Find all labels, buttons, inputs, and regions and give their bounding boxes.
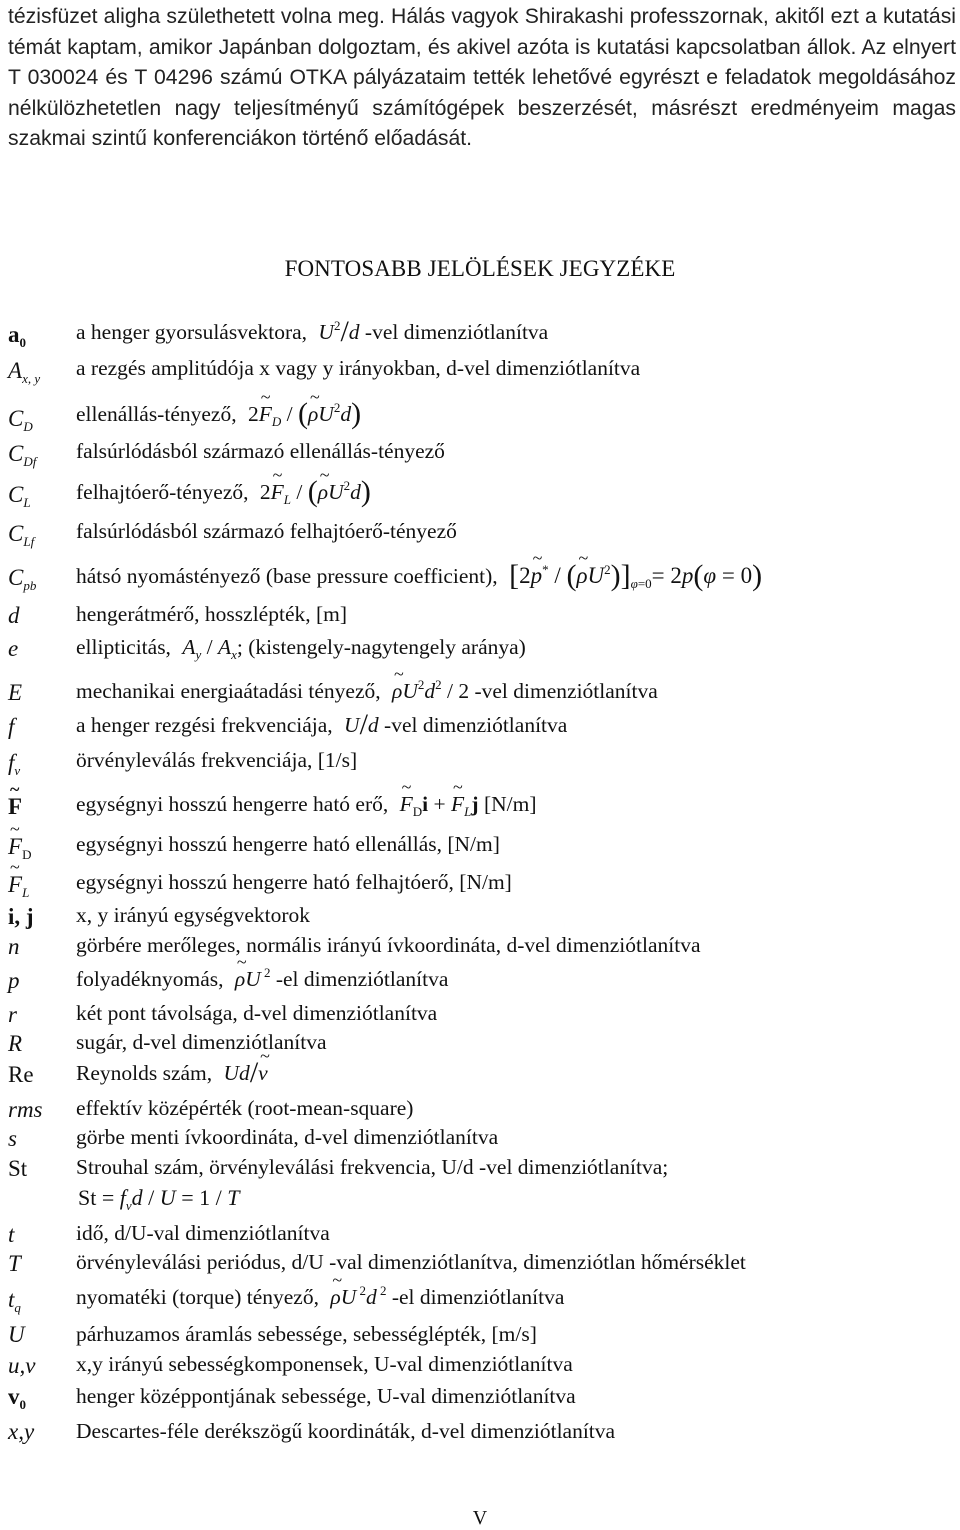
symbol-cdf: $C_{Df}$ [8, 441, 37, 469]
entry-p [76, 967, 448, 992]
symbol-cpb: $C_{pb}$ [8, 565, 37, 593]
entry-R-text: sugár, d-vel dimenziótlanítva [76, 1030, 327, 1054]
entry-a0-formula: $U^2/d$ [318, 315, 360, 348]
symbol-rms: rms [8, 1097, 43, 1122]
entry-s [76, 1125, 498, 1150]
symbol-FD: ~ $F_D$ [8, 834, 31, 860]
symbol-n: n [8, 934, 20, 959]
entry-cd-text: ellenállás-tényező, [76, 402, 237, 426]
symbol-t: t [8, 1222, 15, 1247]
entry-F-vector-formula: ~ $F_Di$ + ~ $F_Lj$ [400, 792, 479, 816]
entry-E [76, 679, 658, 704]
entry-F-vector-suffix: [N/m] [483, 792, 537, 816]
symbol-F-vector: ~ F [8, 794, 22, 820]
entry-v0 [76, 1384, 576, 1409]
entry-cd-formula: 2~ $F_D$ / (~ $\rho U^2d$) [248, 402, 361, 426]
entry-n-text: görbére merőleges, normális irányú ívkoordináta, d-vel dimenziótlanítva [76, 933, 701, 957]
entry-x-y [76, 1419, 615, 1444]
entry-Re-text: Reynolds szám, [76, 1061, 213, 1085]
symbol-r: r [8, 1002, 17, 1027]
entry-R [76, 1030, 327, 1055]
symbol-clf: $C_{Lf}$ [8, 521, 35, 549]
entry-Re [76, 1056, 268, 1089]
symbol-v0: $v_0$ [8, 1384, 26, 1412]
entry-cdf-text: falsúrlódásból származó ellenállás-tényező [76, 439, 445, 463]
entry-T [76, 1250, 746, 1275]
entry-p-text: folyadéknyomás, [76, 967, 224, 991]
symbol-u-v: u,v [8, 1353, 36, 1378]
entry-cdf [76, 439, 445, 464]
entry-F-vector-text: egységnyi hosszú hengerre ható erő, [76, 792, 389, 816]
entry-FD-text: egységnyi hosszú hengerre ható ellenállás, [N/m] [76, 832, 500, 856]
entry-tq-suffix: -el dimenziótlanítva [391, 1285, 565, 1309]
entry-Re-formula: Ud/~ ν [224, 1061, 268, 1085]
entry-r [76, 1001, 437, 1026]
symbol-St: St [8, 1156, 28, 1181]
entry-e-formula: $A_y / A_x$ [182, 635, 237, 662]
entry-clf-text: falsúrlódásból származó felhajtóerő-tényező [76, 519, 457, 543]
entry-St [76, 1155, 668, 1180]
entry-FL [76, 870, 512, 895]
symbol-ax-y: $A_{x, y}$ [8, 358, 41, 386]
symbol-e: e [8, 636, 19, 661]
entry-E-formula: ~ $\rho U^2d^2 / 2$ [392, 679, 469, 703]
entry-rms [76, 1096, 413, 1121]
entry-clf [76, 519, 457, 544]
entry-tq [76, 1285, 564, 1310]
symbol-cd: $C_D$ [8, 406, 33, 434]
entry-F-vector [76, 792, 537, 817]
symbol-a0: $a_0$ [8, 322, 26, 350]
entry-s-text: görbe menti ívkoordináta, d-vel dimenziótlanítva [76, 1125, 499, 1149]
symbol-tq: $t_q$ [8, 1287, 21, 1315]
symbol-Re: Re [8, 1062, 34, 1087]
symbol-E: E [8, 680, 23, 705]
section-title: FONTOSABB JELÖLÉSEK JEGYZÉKE [284, 256, 676, 281]
entry-cpb-text: hátsó nyomástényező (base pressure coefficient), [76, 564, 498, 588]
symbol-fv: $f_v$ [8, 750, 21, 778]
entry-U [76, 1322, 537, 1347]
entry-St-formula: $St = f_vd / U = 1 / T$ [78, 1185, 240, 1213]
entry-E-text: mechanikai energiaátadási tényező, [76, 679, 381, 703]
intro-paragraph: tézisfüzet aligha születhetett volna meg. Hálás vagyok Shirakashi professzornak, akitől ezt a kutatási témát kaptam, amikor Japánban dolgoztam, és akivel azóta is kutatási kapcsolatban állok. Az elnyert T 030024 és T 04296 számú OTKA pályázataim tették lehetővé egyrészt e feladatok megoldásához nélkülözhetetlen nagy teljesítményű számítógépek beszerzését, másrészt eredményeim magas szakmai szintű konferenciákon történő előadását. [8, 5, 956, 150]
entry-FL-text: egységnyi hosszú hengerre ható felhajtóerő, [N/m] [76, 870, 512, 894]
entry-E-suffix: -vel dimenziótlanítva [474, 679, 658, 703]
entry-e-suffix: ; (kistengely-nagytengely aránya) [236, 635, 526, 659]
symbol-p: p [8, 968, 20, 993]
symbol-cl: $C_L$ [8, 482, 31, 510]
entry-u-v [76, 1352, 573, 1377]
entry-f-formula: U/d [344, 708, 379, 741]
entry-t [76, 1221, 330, 1246]
symbol-d: d [8, 603, 20, 628]
entry-St-text: Strouhal szám, örvényleválási frekvencia, U/d -vel dimenziótlanítva; [76, 1155, 669, 1179]
entry-ax-y-text: a rezgés amplitúdója x vagy y irányokban, d-vel dimenziótlanítva [76, 356, 641, 380]
entry-FD [76, 832, 500, 857]
entry-n [76, 933, 701, 958]
entry-f-suffix: -vel dimenziótlanítva [384, 713, 568, 737]
entry-i-j-text: x, y irányú egységvektorok [76, 903, 311, 927]
symbol-R: R [8, 1031, 23, 1056]
entry-U-text: párhuzamos áramlás sebessége, sebességlépték, [m/s] [76, 1322, 537, 1346]
entry-u-v-text: x,y irányú sebességkomponensek, U-val dimenziótlanítva [76, 1352, 573, 1376]
entry-cpb-formula: [2~ p* / (~ $\rho U^2)]_{\varphi=0}= 2p(\varphi = 0)$ [509, 563, 762, 588]
entry-T-text: örvényleválási periódus, d/U -val dimenziótlanítva, dimenziótlan hőmérséklet [76, 1250, 746, 1274]
entry-a0-suffix: -vel dimenziótlanítva [364, 320, 549, 344]
entry-v0-text: henger középpontjának sebessége, U-val dimenziótlanítva [76, 1384, 576, 1408]
entry-cl-formula: 2~ $F_L$ / (~ $\rho U^2d$) [260, 480, 371, 504]
entry-e-text: ellipticitás, [76, 635, 171, 659]
entry-cl [76, 475, 371, 508]
symbol-s: s [8, 1126, 17, 1151]
symbol-f: f [8, 714, 15, 739]
symbol-x-y: x,y [8, 1419, 35, 1444]
entry-d-text: hengerátmérő, hosszlépték, [m] [76, 602, 348, 626]
symbol-T: T [8, 1251, 21, 1276]
entry-rms-text: effektív középérték (root-mean-square) [76, 1096, 414, 1120]
entry-p-suffix: -el dimenziótlanítva [275, 967, 449, 991]
entry-i-j [76, 903, 310, 928]
symbol-FL: ~ $F_L$ [8, 872, 29, 898]
entry-cpb [76, 559, 763, 592]
entry-a0 [76, 315, 549, 348]
entry-cd [76, 397, 362, 430]
symbol-U: U [8, 1322, 25, 1347]
page-number: V [472, 1507, 488, 1529]
entry-fv-text: örvényleválás frekvenciája, [1/s] [76, 748, 358, 772]
entry-fv [76, 748, 357, 773]
entry-r-text: két pont távolsága, d-vel dimenziótlanítva [76, 1001, 438, 1025]
entry-p-formula: ~ ρU $^2$ [235, 967, 271, 991]
entry-ax-y [76, 356, 640, 381]
symbol-i-j: i, j [8, 904, 34, 929]
entry-d [76, 602, 347, 627]
entry-cl-text: felhajtóerő-tényező, [76, 480, 249, 504]
entry-tq-text: nyomatéki (torque) tényező, [76, 1285, 319, 1309]
entry-tq-formula: ~ ρU $^2$d $^2$ [330, 1285, 386, 1309]
entry-a0-text: a henger gyorsulásvektora, [76, 320, 308, 344]
entry-f [76, 708, 568, 741]
entry-e [76, 635, 526, 660]
entry-x-y-text: Descartes-féle derékszögű koordináták, d-vel dimenziótlanítva [76, 1419, 616, 1443]
entry-t-text: idő, d/U-val dimenziótlanítva [76, 1221, 330, 1245]
entry-f-text: a henger rezgési frekvenciája, [76, 713, 333, 737]
